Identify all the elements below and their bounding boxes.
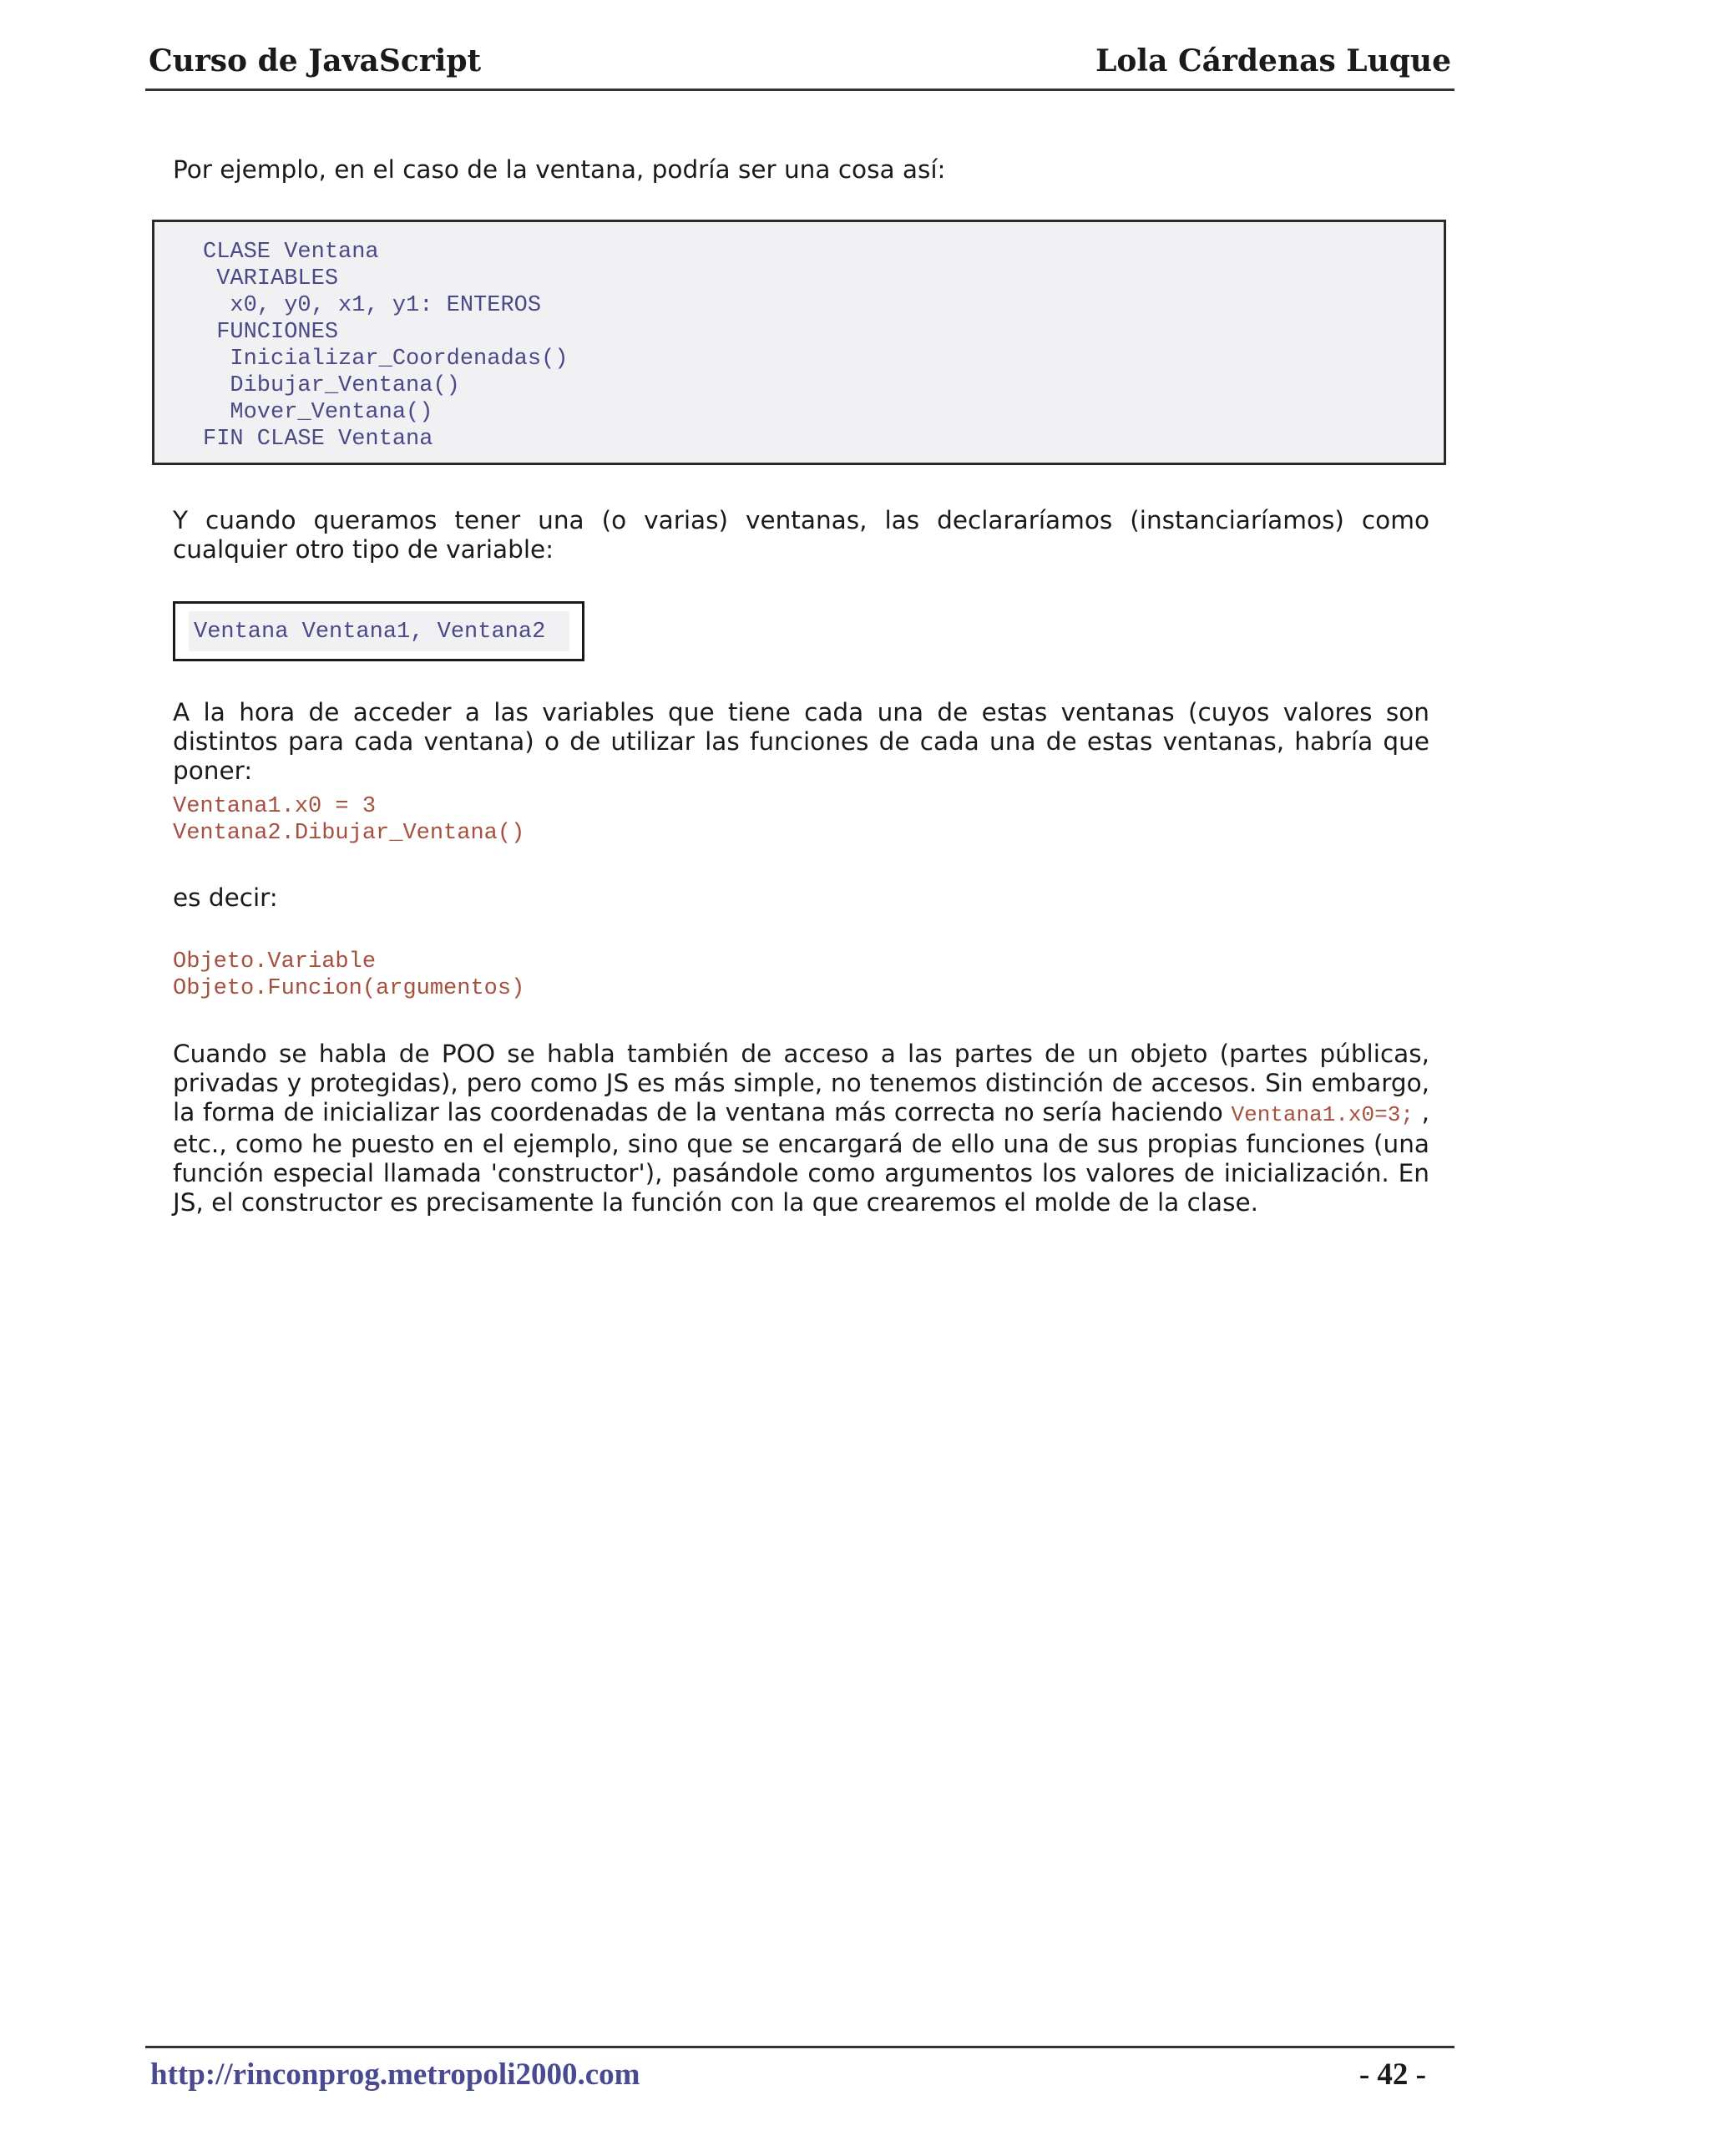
access-code-line: Ventana2.Dibujar_Ventana() (173, 821, 525, 846)
generic-code-line: Objeto.Variable (173, 949, 377, 974)
code-line: VARIABLES (203, 266, 339, 291)
header-course-title: Curso de JavaScript (149, 43, 482, 78)
poo-inline-code: Ventana1.x0=3; (1231, 1102, 1414, 1127)
page-header (145, 40, 1455, 91)
access-paragraph: A la hora de acceder a las variables que tiene cada una de estas ventanas (cuyos valores son distintos para cada ventana) o de utilizar las funciones de cada una de estas ventanas, habría que poner: (173, 698, 1429, 785)
declaration-code-background (189, 611, 569, 651)
declaration-code: Ventana Ventana1, Ventana2 (194, 620, 546, 645)
intro-paragraph: Por ejemplo, en el caso de la ventana, podría ser una cosa así: (173, 155, 946, 184)
es-decir-text: es decir: (173, 883, 278, 912)
code-line: FUNCIONES (203, 320, 339, 345)
poo-text-after: , etc., como he puesto en el ejemplo, sino que se encargará de ello una de sus propias funciones (una función especial llamada 'constructor'), pasándole como argumentos los valores de inicialización. En JS, el constructor es precisamente la función con la que crearemos el molde de la clase. (173, 1098, 1429, 1217)
access-code-line: Ventana1.x0 = 3 (173, 794, 377, 819)
code-line: CLASE Ventana (203, 240, 379, 265)
footer-url[interactable]: http://rinconprog.metropoli2000.com (150, 2057, 640, 2092)
code-line: Dibujar_Ventana() (203, 373, 460, 398)
code-line: Inicializar_Coordenadas() (203, 347, 569, 372)
code-line: FIN CLASE Ventana (203, 427, 433, 452)
header-author: Lola Cárdenas Luque (1095, 43, 1451, 78)
page-number: - 42 - (1358, 2057, 1426, 2092)
class-code-block (152, 220, 1446, 465)
code-line: Mover_Ventana() (203, 400, 433, 425)
poo-text-before: Cuando se habla de POO se habla también de acceso a las partes de un objeto (partes públicas, privadas y protegidas), pero como JS es más simple, no tenemos distinción de accesos. Sin embargo, la forma de inicializar las coordenadas de la ventana más correcta no sería haciendo (173, 1040, 1429, 1126)
generic-code-line: Objeto.Funcion(argumentos) (173, 976, 525, 1001)
declare-paragraph: Y cuando queramos tener una (o varias) ventanas, las declararíamos (instanciaríamos) como cualquier otro tipo de variable: (173, 506, 1429, 564)
poo-paragraph (173, 1040, 1429, 1217)
declaration-code-block (173, 601, 584, 661)
page-footer (145, 2046, 1455, 2098)
code-line: x0, y0, x1, y1: ENTEROS (203, 293, 542, 318)
